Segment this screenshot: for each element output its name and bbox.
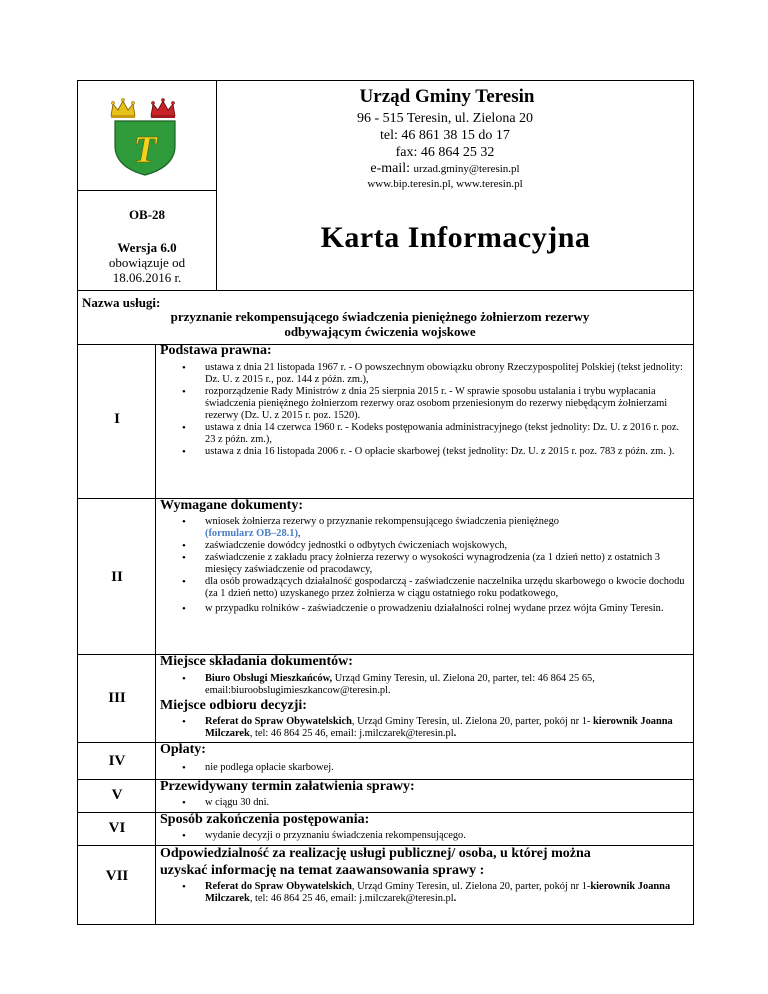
manager-contact: , tel: 46 864 25 46, email: j.milczarek@teresin.pl bbox=[249, 728, 454, 739]
responsibility-title-line2: uzyskać informację na temat zaawansowania sprawy : bbox=[160, 863, 485, 878]
list-item: • ustawa z dnia 14 czerwca 1960 r. - Kodeks postępowania administracyjnego (tekst jednolity: Dz. U. z 2016 r. poz. 23 z późn. zm.), bbox=[178, 422, 688, 446]
processing-time-title: Przewidywany termin załatwienia sprawy: bbox=[160, 779, 415, 794]
divider-roman-column bbox=[155, 344, 156, 925]
divider-logo-bottom bbox=[77, 190, 217, 191]
responsibility-title bbox=[160, 845, 591, 879]
required-documents-title: Wymagane dokumenty: bbox=[160, 498, 303, 513]
decision-pickup-list bbox=[178, 716, 688, 740]
manager-contact: , tel: 46 864 25 46, email: j.milczarek@teresin.pl bbox=[249, 893, 454, 904]
service-label: Nazwa usługi: bbox=[82, 295, 161, 310]
list-item: • w ciągu 30 dni. bbox=[178, 797, 688, 809]
office-name: Urząd Gminy Teresin bbox=[359, 86, 535, 107]
fees-title: Opłaty: bbox=[160, 742, 206, 757]
responsibility-title-line1: Odpowiedzialność za realizację usługi publicznej/ osoba, u której można bbox=[160, 846, 591, 861]
responsibility-list bbox=[178, 881, 688, 905]
service-name bbox=[100, 309, 660, 339]
form-ob-28-1-link[interactable]: (formularz OB–28.1) bbox=[205, 528, 298, 539]
section-number-2: II bbox=[111, 569, 123, 585]
section-number-6: VI bbox=[108, 820, 126, 836]
service-name-line2: odbywającym ćwiczenia wojskowe bbox=[284, 324, 476, 339]
list-item: • wydanie decyzji o przyznaniu świadczenia rekompensującego. bbox=[178, 830, 688, 842]
legal-basis-list bbox=[178, 362, 688, 458]
section-number-5: V bbox=[111, 787, 123, 803]
manager-name: kierownik Joanna Milczarek bbox=[205, 881, 671, 904]
list-item: • ustawa z dnia 21 listopada 1967 r. - O powszechnym obowiązku obrony Rzeczypospolitej Polskiej (tekst jednolity: Dz. U. z 2015 r., poz. 144 z późn. zm.), bbox=[178, 362, 688, 386]
civil-affairs-dept: Referat do Spraw Obywatelskich bbox=[205, 716, 352, 727]
section-number-1: I bbox=[114, 411, 120, 427]
list-item: • nie podlega opłacie skarbowej. bbox=[178, 762, 688, 774]
required-documents-list bbox=[178, 516, 688, 615]
doc-request-text: wniosek żołnierza rezerwy o przyznanie rekompensującego świadczenia pieniężnego bbox=[205, 516, 559, 527]
shield-letter: T bbox=[133, 129, 157, 171]
fax-line: fax: 46 864 25 32 bbox=[395, 145, 495, 160]
list-item: • ustawa z dnia 16 listopada 2006 r. - O opłacie skarbowej (tekst jednolity: Dz. U. z 2015 r. poz. 783 z późn. zm. ). bbox=[178, 446, 688, 458]
fees-list bbox=[178, 762, 688, 774]
list-item: • dla osób prowadzących działalność gospodarczą - zaświadczenie naczelnika urzędu skarbowego o kwocie dochodu (za 1 dzień netto) uzyskanego przez żołnierza w ciągu ostatniego roku podatkowego, bbox=[178, 576, 688, 600]
list-item: • zaświadczenie z zakładu pracy żołnierza rezerwy o wysokości wynagrodzenia (za 1 dzień netto) z ostatnich 3 miesięcy zaświadczenie od pracodawcy, bbox=[178, 552, 688, 576]
manager-name: kierownik Joanna Milczarek bbox=[205, 716, 673, 739]
submission-place-title: Miejsce składania dokumentów: bbox=[160, 654, 353, 669]
customer-office-details: Urząd Gminy Teresin, ul. Zielona 20, parter, tel: 46 864 25 65, email:biuroobslugimieszkancow@teresin.pl. bbox=[205, 673, 595, 696]
procedure-end-title: Sposób zakończenia postępowania: bbox=[160, 812, 370, 827]
customer-office-name: Biuro Obsługi Mieszkańców, bbox=[205, 673, 333, 684]
websites-line[interactable]: www.bip.teresin.pl, www.teresin.pl bbox=[367, 178, 523, 190]
crown-red-icon bbox=[151, 98, 175, 118]
sentence-end: . bbox=[453, 728, 457, 739]
list-item bbox=[178, 673, 688, 697]
civil-affairs-dept: Referat do Spraw Obywatelskich bbox=[205, 881, 352, 892]
email-link[interactable]: urzad.gminy@teresin.pl bbox=[413, 163, 520, 175]
list-item: • w przypadku rolników - zaświadczenie o prowadzeniu działalności rolnej wydane przez wójta Gminy Teresin. bbox=[178, 603, 688, 615]
sentence-end: . bbox=[453, 893, 457, 904]
list-item: • rozporządzenie Rady Ministrów z dnia 25 sierpnia 2015 r. - W sprawie sposobu ustalania i trybu wypłacania świadczenia pieniężnego żołnierzom rezerwy oraz osobom przeniesionym do rezerwy niebędącym żołnierzami rezerwy (Dz. U. z 2015 r. poz. 1520). bbox=[178, 386, 688, 422]
address-line: 96 - 515 Teresin, ul. Zielona 20 bbox=[356, 111, 534, 126]
submission-place-list bbox=[178, 673, 688, 697]
list-item bbox=[178, 516, 688, 540]
phone-line: tel: 46 861 38 15 do 17 bbox=[380, 128, 510, 143]
service-name-line1: przyznanie rekompensującego świadczenia pieniężnego żołnierzom rezerwy bbox=[170, 309, 590, 324]
divider-header-bottom bbox=[77, 290, 694, 291]
teresin-coat-of-arms-logo bbox=[107, 96, 183, 176]
version-label: Wersja 6.0 bbox=[117, 240, 177, 255]
email-label: e-mail: bbox=[370, 161, 411, 176]
version-block bbox=[78, 240, 216, 285]
legal-basis-title: Podstawa prawna: bbox=[160, 343, 272, 358]
processing-time-list bbox=[178, 797, 688, 809]
divider-header-vertical bbox=[216, 80, 217, 290]
card-title: Karta Informacyjna bbox=[320, 221, 591, 254]
valid-from-label: obowiązuje od bbox=[108, 255, 186, 270]
crown-gold-icon bbox=[111, 98, 135, 118]
list-item bbox=[178, 716, 688, 740]
doc-request-tail: , bbox=[297, 528, 301, 539]
list-item bbox=[178, 881, 688, 905]
form-code: OB-28 bbox=[128, 207, 166, 222]
civil-affairs-address: , Urząd Gminy Teresin, ul. Zielona 20, parter, pokój nr 1- bbox=[351, 881, 591, 892]
list-item: • zaświadczenie dowódcy jednostki o odbytych ćwiczeniach wojskowych, bbox=[178, 540, 688, 552]
section-number-3: III bbox=[108, 690, 126, 706]
civil-affairs-address: , Urząd Gminy Teresin, ul. Zielona 20, parter, pokój nr 1- bbox=[351, 716, 593, 727]
section-number-7: VII bbox=[105, 868, 129, 884]
valid-from-date: 18.06.2016 r. bbox=[112, 270, 182, 285]
decision-pickup-title: Miejsce odbioru decyzji: bbox=[160, 698, 307, 713]
procedure-end-list bbox=[178, 830, 688, 842]
email-line bbox=[300, 161, 590, 177]
section-number-4: IV bbox=[108, 753, 126, 769]
